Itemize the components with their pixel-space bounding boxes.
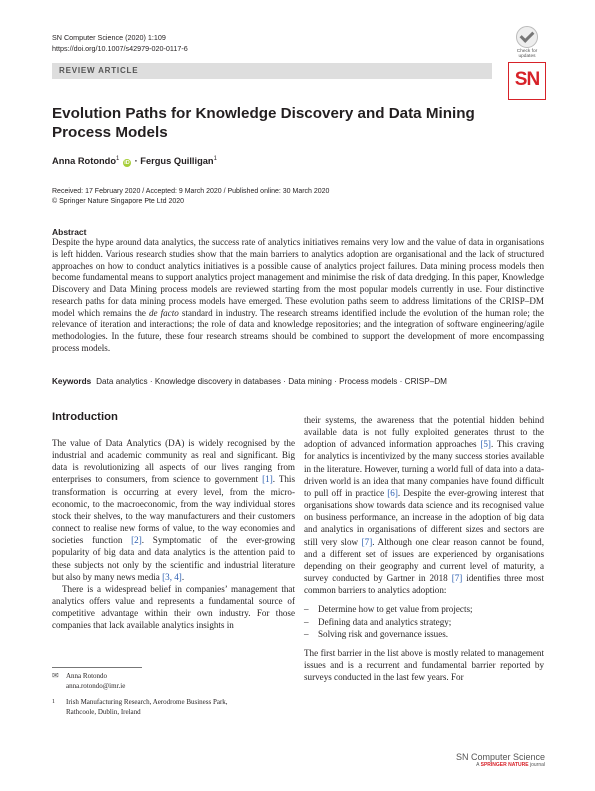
dates-line: Received: 17 February 2020 / Accepted: 9 March 2020 / Published online: 30 March 2020 [52,188,330,195]
publisher-line: A SPRINGER NATURE journal [476,762,545,768]
citation-link[interactable]: [7] [451,573,463,584]
journal-citation: SN Computer Science (2020) 1:109 [52,33,166,42]
keywords-list: Data analytics · Knowledge discovery in databases · Data mining · Process models · CRISP–DM [96,377,447,386]
paragraph: their systems, the awareness that the potential hidden behind available data is not fully exploited generates thrust to the adoption of advanced information approaches [5]. This craving for analytics is incentivized by the many success stories available in the literature. However, turning a world full of data into a data-driven world is an idea that many companies have found difficult to pull off in practice [6]. Despite the ever-growing interest that organisations show towards data science and its recognised value on business performance, an increase in the adoption of big data and analytics in organisations of different sizes and sectors are still very slow [7]. Although one clear reason cannot be found, and a different set of issues are experienced by organisations depending on their geography and current level of maturity, a survey conducted by Gartner in 2018 [7] identifies three most common barriers to analytics adoption: [304,415,545,596]
article-type-label: REVIEW ARTICLE [59,66,139,75]
footnote-divider [52,667,142,668]
publication-dates [52,187,329,207]
page-footer [440,752,545,768]
keywords [52,377,544,386]
check-for-updates-badge[interactable]: Check for updates [512,26,542,56]
citation-link[interactable]: [1] [262,474,273,485]
citation-link[interactable]: [3, 4] [162,571,182,582]
author-email[interactable]: anna.rotondo@imr.ie [66,682,126,690]
author-footnote [52,671,295,717]
affiliation-line: Irish Manufacturing Research, Aerodrome Business Park, [66,698,228,706]
barrier-list [304,603,544,639]
corresponding-author: Anna Rotondo [66,672,108,680]
springer-nature-logo: SPRINGER NATURE [480,762,529,768]
article-type-band [52,63,492,79]
copyright-line: © Springer Nature Singapore Pte Ltd 2020 [52,198,185,205]
list-item: – Determine how to get value from projects; [304,603,544,615]
citation-link[interactable]: [2] [131,535,142,546]
paragraph: The first barrier in the list above is mostly related to management issues and is a recurrent and fundamental barrier reported by surveys conducted in the last few years. For [304,647,544,683]
paragraph: The value of Data Analytics (DA) is widely recognised by the industrial and academic community as real and significant. Big data is revolutionizing all aspects of our lives ranging from enterprises to consumers, from science to government [1]. This transformation is occurring at every level, from the micro-economic, to the macroeconomic, from the way individual stores stock their shelves, to the way manufacturers and their customers connect to realise new forms of value, to the way economies and societies function [2]. Symptomatic of the ever-growing popularity of big data and data analytics is the attention paid to these subjects not only by the scientific and industrial literature but also by many news media [3, 4]. [52,438,295,582]
mail-icon[interactable]: ✉ [52,671,59,680]
affiliation-line: Rathcoole, Dublin, Ireland [66,708,141,716]
abstract-heading: Abstract [52,227,87,237]
check-updates-icon [516,26,538,48]
author-name[interactable]: Fergus Quilligan [140,156,214,167]
footer-journal-name: SN Computer Science [455,752,545,762]
author-name[interactable]: Anna Rotondo [52,156,117,167]
orcid-icon[interactable]: iD [124,160,130,167]
doi-link[interactable]: https://doi.org/10.1007/s42979-020-0117-6 [52,44,188,53]
journal-header [52,32,188,54]
citation-link[interactable]: [6] [387,487,398,498]
citation-link[interactable]: [5] [480,439,491,450]
citation-link[interactable]: [7] [361,536,373,547]
affiliation-number: 1 [52,699,55,705]
author-separator: · [134,156,138,167]
body-column-right [304,414,544,683]
article-title: Evolution Paths for Knowledge Discovery and Data Mining Process Models [52,105,475,141]
list-item: – Solving risk and governance issues. [304,628,544,640]
author-list: Anna Rotondo$^1$ iD · Fergus Quilligan$^1$ [52,156,217,167]
list-item: – Defining data and analytics strategy; [304,616,544,628]
section-heading-introduction: Introduction [52,411,118,423]
body-column-left [52,437,295,632]
abstract-text: Despite the hype around data analytics, the success rate of analytics initiatives remains very low and the value of data in organisations is left hidden. Various research studies show that the main barriers to analytics adoption are organisational and the lack of structured approaches on how to conduct analytics initiatives is a possible cause of analytics project failures. Data mining process models then become fundamental means to support analytics project management and minimise the risk of data dredging. In this paper, Knowledge Discovery and Data Mining process models are reviewed starting from the most popular models currently in use. Four distinctive research paths for data mining process models have emerged. These evolution paths seem to address limitations of the CRISP–DM model which remains the de facto standard in industry. The research streams identified include the evolution of the human role; the relevance of iteration and interactions; the role of data and knowledge repositories; and the integration of software engineering/agile methodologies. In the future, these four research streams should be combined to support the development of more encompassing process models. [52,237,544,353]
sn-journal-logo: SN [508,62,546,100]
keywords-label: Keywords [52,377,92,386]
paragraph: There is a widespread belief in companies’ management that analytics offers value and represents a fundamental source of competitive advantage within their own industry. For those companies that lack available analytics insights in [52,583,295,631]
